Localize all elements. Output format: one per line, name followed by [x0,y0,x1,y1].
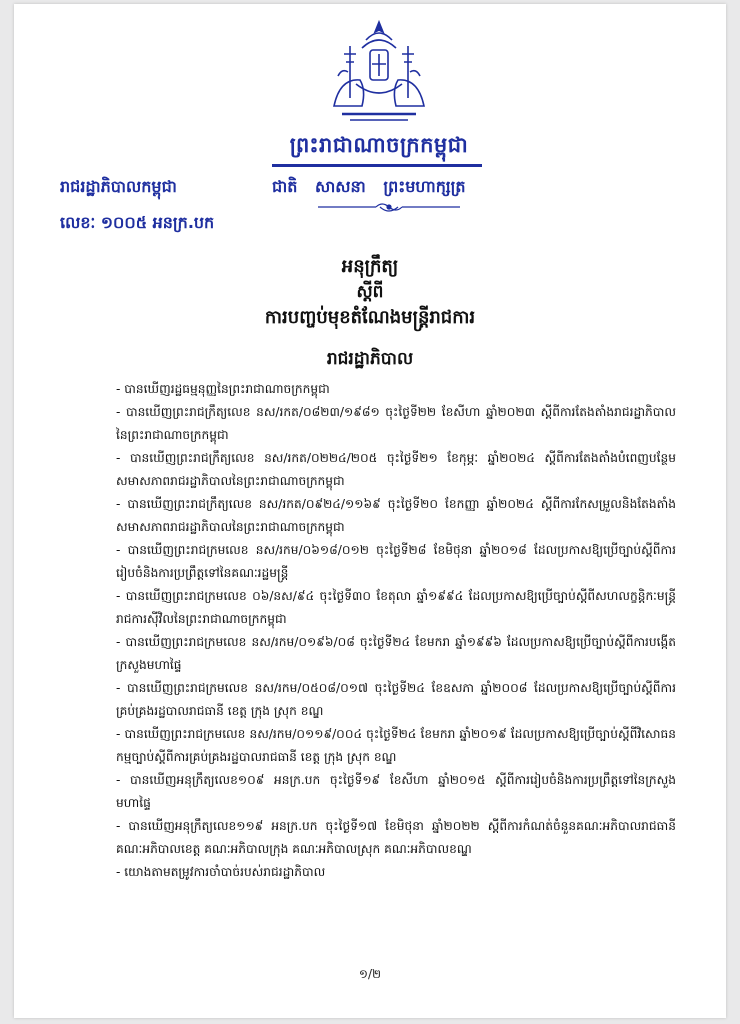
list-item: - បានឃើញអនុក្រឹត្យលេខ១១៩ អនក្រ.បក ចុះថ្ងៃទី១៧ ខែមិថុនា ឆ្នាំ២០២២ ស្តីពីការកំណត់ចំនួនគណៈអភិបាលរាជធានី គណៈអភិបាលខេត្ត គណៈអភិបាលក្រុង គណៈអភិបាលស្រុក គណៈអភិបាលខណ្ឌ [116,819,676,856]
list-item: - បានឃើញព្រះរាជក្រមលេខ នស/រកម/០៥០៨/០១៧ ចុះថ្ងៃទី២៤ ខែឧសភា ឆ្នាំ២០០៨ ដែលប្រកាសឱ្យប្រើច្បាប់ស្តីពីការគ្រប់គ្រងរដ្ឋបាលរាជធានី ខេត្ត ក្រុង ស្រុក ខណ្ឌ [116,681,676,718]
issuer: រាជរដ្ឋាភិបាល [326,349,414,369]
list-item: - បានឃើញព្រះរាជក្រឹត្យលេខ នស/រកត/០៨២៣/១៩៨១ ចុះថ្ងៃទី២២ ខែសីហា ឆ្នាំ២០២៣ ស្តីពីការតែងតាំងរាជរដ្ឋាភិបាលនៃព្រះរាជាណាចក្រកម្ពុជា [116,405,676,442]
kingdom-title: ព្រះរាជាណាចក្រកម្ពុជា [289,133,469,157]
list-item: - បានឃើញព្រះរាជក្រឹត្យលេខ នស/រកត/០២២៤/២០៥ ចុះថ្ងៃទី២១ ខែកុម្ភៈ ឆ្នាំ២០២៤ ស្តីពីការតែងតាំងបំពេញបន្ថែមសមាសភាពរាជរដ្ឋាភិបាលនៃព្រះរាជាណាចក្រកម្ពុជា [116,451,676,488]
page-number: ១/២ [358,967,382,981]
document-title-block [14,254,726,372]
document-page [14,4,726,1018]
list-item: - បានឃើញអនុក្រឹត្យលេខ១០៩ អនក្រ.បក ចុះថ្ងៃទី១៩ ខែសីហា ឆ្នាំ២០១៥ ស្តីពីការរៀបចំនិងការប្រព្រឹត្តទៅនៃក្រសួងមហាផ្ទៃ [116,773,676,810]
list-item: - បានឃើញព្រះរាជក្រមលេខ នស/រកម/០១៩៦/០៨ ចុះថ្ងៃទី២៤ ខែមករា ឆ្នាំ១៩៩៦ ដែលប្រកាសឱ្យប្រើច្បាប់ស្តីពីការបង្កើតក្រសួងមហាផ្ទៃ [116,635,676,672]
reference-number: លេខៈ ១០០៥ អនក្រ.បក [60,213,215,232]
national-motto: ជាតិ សាសនា ព្រះមហាក្សត្រ [272,177,466,196]
document-subject: ការបញ្ចប់មុខតំណែងមន្ត្រីរាជការ [264,307,476,328]
title-on: ស្តីពី [356,282,384,302]
list-item: - បានឃើញព្រះរាជក្រឹត្យលេខ នស/រកត/០៩២៤/១១៦៩ ចុះថ្ងៃទី២០ ខែកញ្ញា ឆ្នាំ២០២៤ ស្តីពីការកែសម្រួលនិងតែងតាំងសមាសភាពរាជរដ្ឋាភិបាលនៃព្រះរាជាណាចក្រកម្ពុជា [116,497,676,534]
list-item: - បានឃើញព្រះរាជក្រមលេខ នស/រកម/០៦១៨/០១២ ចុះថ្ងៃទី២៨ ខែមិថុនា ឆ្នាំ២០១៨ ដែលប្រកាសឱ្យប្រើច្បាប់ស្តីពីការរៀបចំនិងការប្រព្រឹត្តទៅនៃគណៈរដ្ឋមន្ត្រី [116,543,676,580]
royal-arms-of-cambodia-icon [320,18,438,126]
list-item: - បានឃើញព្រះរាជក្រមលេខ នស/រកម/០១១៩/០០៤ ចុះថ្ងៃទី២៤ ខែមករា ឆ្នាំ២០១៩ ដែលប្រកាសឱ្យប្រើច្បាប់ស្តីពីវិសោធនកម្មច្បាប់ស្តីពីការគ្រប់គ្រងរដ្ឋបាលរាជធានី ខេត្ត ក្រុង ស្រុក ខណ្ឌ [116,727,676,764]
list-item: - បានឃើញរដ្ឋធម្មនុញ្ញនៃព្រះរាជាណាចក្រកម្ពុជា [116,382,330,396]
ministry-name: រាជរដ្ឋាភិបាលកម្ពុជា [60,177,177,196]
list-item: - បានឃើញព្រះរាជក្រមលេខ ០៦/នស/៩៤ ចុះថ្ងៃទី៣០ ខែតុលា ឆ្នាំ១៩៩៤ ដែលប្រកាសឱ្យប្រើច្បាប់ស្តីពីសហលក្ខន្តិកៈមន្ត្រីរាជការស៊ីវិលនៃព្រះរាជាណាចក្រកម្ពុជា [116,589,676,626]
kingdom-underline [272,164,482,167]
list-item: - យោងតាមតម្រូវការចាំបាច់របស់រាជរដ្ឋាភិបាល [116,865,326,879]
scroll-ornament-icon [314,200,464,214]
preamble-list [116,378,676,884]
document-type: អនុក្រឹត្យ [341,256,399,277]
